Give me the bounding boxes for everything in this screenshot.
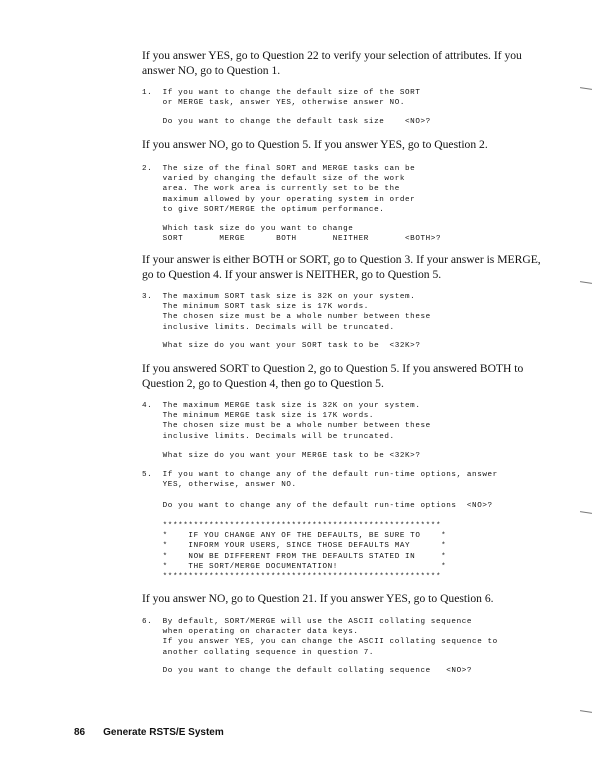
page-footer	[74, 727, 224, 738]
question-1-prompt: Do you want to change the default task size <NO>?	[142, 118, 431, 126]
question-1-text: 1. If you want to change the default size of the SORT or MERGE task, answer YES, otherwise answer NO.	[142, 89, 421, 108]
margin-mark	[580, 511, 592, 514]
instruction-after-q1: If you answer NO, go to Question 5. If you answer YES, go to Question 2.	[142, 138, 488, 151]
question-3-text: 3. The maximum SORT task size is 32K on your system. The minimum SORT task size is 17K words. The chosen size must be a whole number between these inclusive limits. Decimals will be truncated.	[142, 293, 431, 332]
question-6-prompt: Do you want to change the default collating sequence <NO>?	[142, 667, 473, 675]
page-number: 86	[74, 727, 86, 738]
question-2-text: 2. The size of the final SORT and MERGE tasks can be varied by changing the default size of the work area. The work area is currently set to be the maximum allowed by your operating system in order to give SORT/MERGE the optimum performance.	[142, 165, 416, 214]
question-4-text: 4. The maximum MERGE task size is 32K on your system. The minimum MERGE task size is 17K words. The chosen size must be a whole number between these inclusive limits. Decimals will be truncated.	[142, 402, 431, 441]
question-5-prompt: Do you want to change any of the default run-time options <NO>?	[142, 502, 493, 510]
intro-paragraph: If you answer YES, go to Question 22 to verify your selection of attributes. If you answer NO, go to Question 1.	[142, 49, 522, 77]
question-2-prompt: Which task size do you want to change SORT MERGE BOTH NEITHER <BOTH>?	[162, 225, 442, 244]
question-3-prompt: What size do you want your SORT task to be <32K>?	[142, 342, 421, 350]
margin-mark	[580, 87, 592, 90]
instruction-after-q5: If you answer NO, go to Question 21. If you answer YES, go to Question 6.	[142, 592, 494, 605]
margin-mark	[580, 281, 592, 284]
question-4-prompt: What size do you want your MERGE task to be <32K>?	[142, 452, 421, 460]
margin-mark	[580, 710, 592, 713]
question-6-text: 6. By default, SORT/MERGE will use the ASCII collating sequence when operating on character data keys. If you answer YES, you can change the ASCII collating sequence to another collating sequence in question 7.	[142, 618, 498, 657]
question-5-text: 5. If you want to change any of the default run-time options, answer YES, otherwise, answer NO.	[142, 471, 498, 490]
instruction-after-q3: If you answered SORT to Question 2, go to Question 5. If you answered BOTH to Question 2, go to Question 4, then go to Question 5.	[142, 362, 524, 390]
instruction-after-q2: If your answer is either BOTH or SORT, go to Question 3. If your answer is MERGE, go to Question 4. If your answer is NEITHER, go to Question 5.	[142, 253, 541, 281]
footer-title: Generate RSTS/E System	[103, 727, 224, 738]
warning-box: ****************************************************** * IF YOU CHANGE ANY OF THE DEFAULTS, BE SURE TO * * INFORM YOUR USERS, SINCE THOSE DEFAULTS MAY * * NOW BE DIFFERENT FROM THE DEFAULTS STATED IN * * THE SORT/MERGE DOCUMENTATION! * ******************************************************	[162, 522, 447, 582]
